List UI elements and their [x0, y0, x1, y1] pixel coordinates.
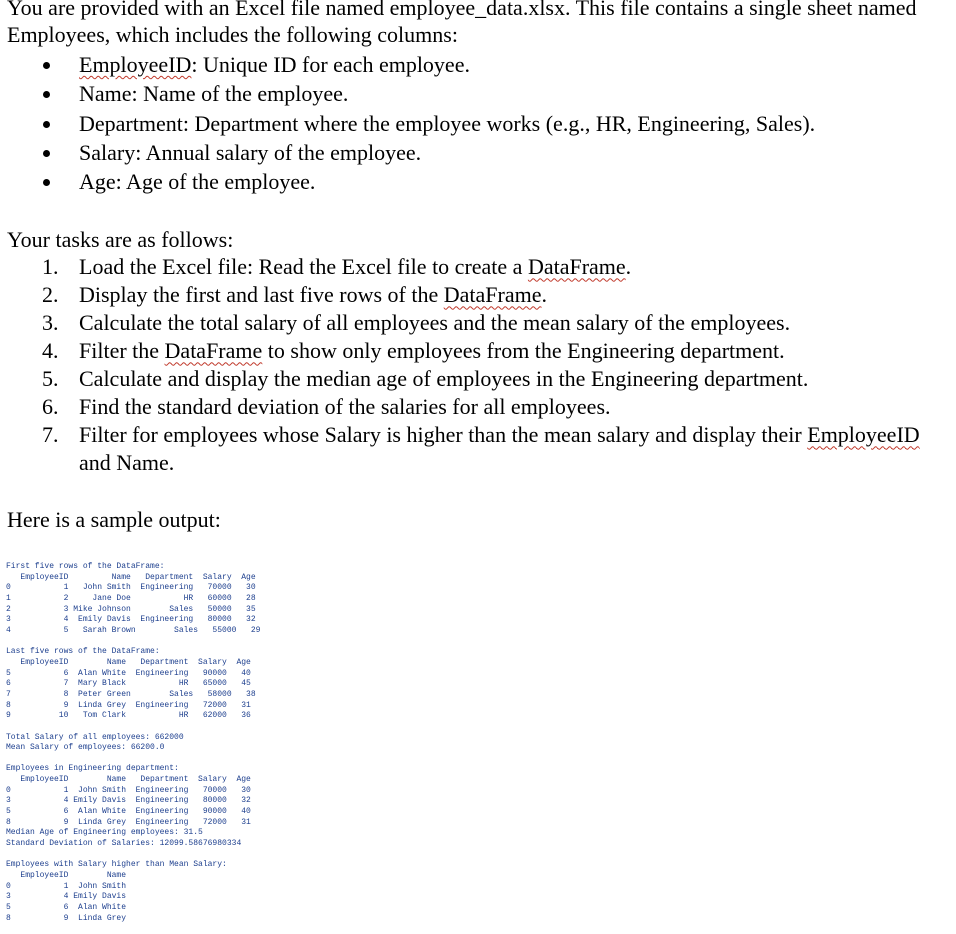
- task-number: 3.: [42, 310, 59, 336]
- task-text: Load the Excel file: Read the Excel file to create a: [79, 254, 528, 280]
- column-desc: : Name of the employee.: [131, 81, 349, 107]
- task-text: Display the first and last five rows of the: [79, 282, 444, 308]
- tasks-heading: Your tasks are as follows:: [7, 227, 234, 253]
- document-body: [7, 0, 947, 533]
- task-text: Calculate and display the median age of employees in the Engineering department.: [79, 366, 809, 392]
- task-text-end: .: [625, 254, 632, 280]
- column-desc: : Department where the employee works (e.g., HR, Engineering, Sales).: [182, 110, 816, 136]
- task-number: 2.: [42, 282, 59, 308]
- column-desc: : Annual salary of the employee.: [135, 139, 422, 165]
- column-desc: : Unique ID for each employee.: [191, 52, 470, 77]
- sample-output-block: First five rows of the DataFrame: EmployeeID Name Department Salary Age 0 1 John Smith Engineering 70000 30 1 2 Jane Doe HR 60000 28 2 3 Mike Johnson Sales 50000 35 3 4 Emily Davis Engineering 80000 32 4 5 Sarah Brown Sales 55000 29 Last five rows of the DataFrame: EmployeeID Name Department Salary Age 5 6 Alan White Engineering 90000 40 6 7 Mary Black HR 65000 45 7 8 Peter Green Sales 58000 38 8 9 Linda Grey Engineering 72000 31 9 10 Tom Clark HR 62000 36 Total Salary of all employees: 662000 Mean Salary of employees: 66200.0 Employees in Engineering department: EmployeeID Name Department Salary Age 0 1 John Smith Engineering 70000 30 3 4 Emily Davis Engineering 80000 32 5 6 Alan White Engineering 90000 40 8 9 Linda Grey Engineering 72000 31 Median Age of Engineering employees: 31.5 Standard Deviation of Salaries: 12099.58676980334 Employees with Salary higher than Mean Salary: EmployeeID Name 0 1 John Smith 3 4 Emily Davis 5 6 Alan White 8 9 Linda Grey: [6, 562, 261, 923]
- task-item: [7, 253, 947, 281]
- column-item-age: [7, 167, 947, 196]
- task-number: 6.: [42, 394, 59, 420]
- column-list: [7, 50, 947, 196]
- column-name: Name: [79, 81, 132, 107]
- task-number: 4.: [42, 338, 59, 364]
- column-name: EmployeeID: [79, 52, 192, 77]
- column-name: Department: [79, 110, 183, 136]
- task-text: Calculate the total salary of all employees and the mean salary of the employees.: [79, 310, 791, 336]
- task-item: [7, 281, 947, 309]
- task-item: [7, 365, 947, 393]
- task-text: Filter for employees whose Salary is higher than the mean salary and display their: [79, 422, 808, 448]
- task-text-end: .: [541, 282, 547, 308]
- task-number: 5.: [42, 366, 59, 392]
- task-item: [7, 309, 947, 337]
- task-text-end: to show only employees from the Engineering department.: [262, 338, 785, 364]
- task-number: 1.: [42, 254, 59, 280]
- column-desc: : Age of the employee.: [115, 169, 316, 195]
- task-text: Find the standard deviation of the salaries for all employees.: [79, 394, 611, 420]
- task-item: [7, 393, 947, 421]
- task-item: [7, 337, 947, 365]
- column-name: Salary: [79, 139, 136, 165]
- intro-paragraph: You are provided with an Excel file named employee_data.xlsx. This file contains a single sheet named Employees, which includes the following columns:: [7, 0, 917, 47]
- sample-heading: Here is a sample output:: [7, 507, 221, 533]
- column-item-name: [7, 79, 947, 108]
- task-keyword: DataFrame: [443, 282, 542, 308]
- task-keyword: EmployeeID: [807, 422, 920, 448]
- column-name: Age: [79, 169, 116, 195]
- column-item-department: [7, 109, 947, 138]
- task-list: [7, 253, 947, 477]
- task-text-end: and Name.: [79, 450, 175, 476]
- task-text: Filter the: [79, 338, 165, 364]
- column-item-employeeid: [7, 50, 947, 79]
- task-number: 7.: [42, 422, 59, 448]
- task-keyword: DataFrame: [164, 338, 263, 364]
- task-keyword: DataFrame: [527, 254, 626, 280]
- column-item-salary: [7, 138, 947, 167]
- task-item: [7, 421, 947, 477]
